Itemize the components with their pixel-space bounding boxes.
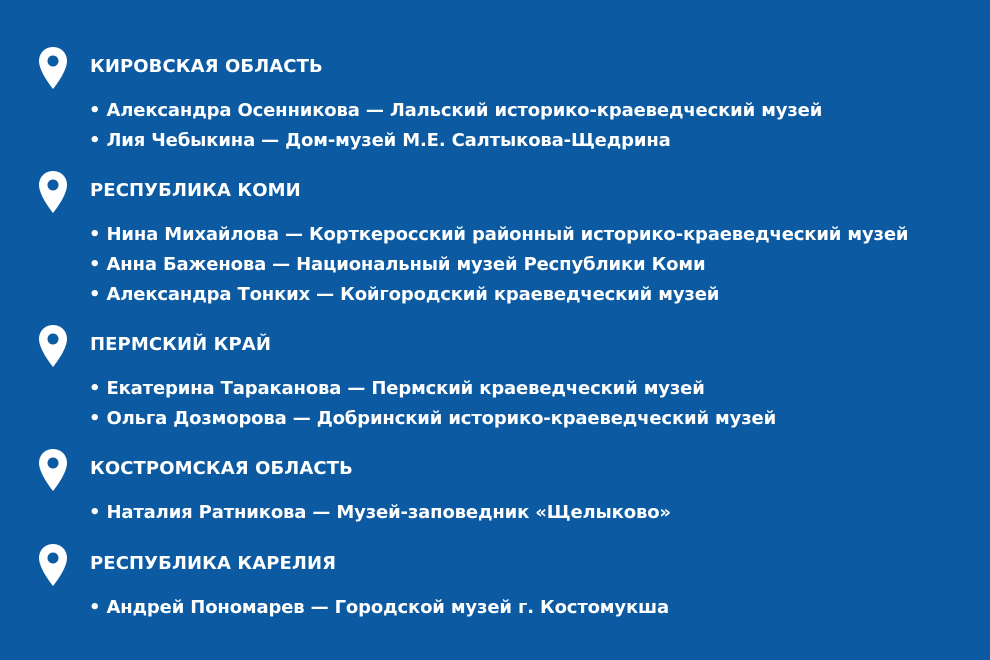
entry-list — [89, 374, 776, 434]
entry-list — [89, 96, 822, 156]
location-pin-icon — [38, 543, 68, 587]
region-title: КИРОВСКАЯ ОБЛАСТЬ — [90, 56, 323, 77]
list-item: • Екатерина Тараканова — Пермский краеведческий музей — [89, 378, 705, 399]
region-title: КОСТРОМСКАЯ ОБЛАСТЬ — [90, 458, 353, 479]
list-item: • Александра Осенникова — Лальский историко-краеведческий музей — [89, 100, 823, 121]
list-item: • Ольга Дозморова — Добринский историко-краеведческий музей — [89, 408, 777, 429]
location-pin-icon — [38, 170, 68, 214]
list-item: • Александра Тонких — Койгородский краеведческий музей — [89, 284, 720, 305]
list-item: • Анна Баженова — Национальный музей Республики Коми — [89, 254, 706, 275]
location-pin-icon — [38, 324, 68, 368]
list-item: • Андрей Пономарев — Городской музей г. Костомукша — [89, 597, 669, 618]
list-item: • Нина Михайлова — Корткеросский районный историко-краеведческий музей — [89, 224, 909, 245]
region-title: РЕСПУБЛИКА КАРЕЛИЯ — [90, 553, 337, 574]
region-title: РЕСПУБЛИКА КОМИ — [90, 180, 301, 201]
location-pin-icon — [38, 46, 68, 90]
entry-list — [89, 220, 908, 310]
list-item: • Наталия Ратникова — Музей-заповедник «Щелыково» — [89, 502, 671, 523]
list-item: • Лия Чебыкина — Дом-музей М.Е. Салтыкова-Щедрина — [89, 130, 671, 151]
entry-list — [89, 593, 669, 623]
location-pin-icon — [38, 448, 68, 492]
region-title: ПЕРМСКИЙ КРАЙ — [90, 334, 271, 355]
entry-list — [89, 498, 671, 528]
